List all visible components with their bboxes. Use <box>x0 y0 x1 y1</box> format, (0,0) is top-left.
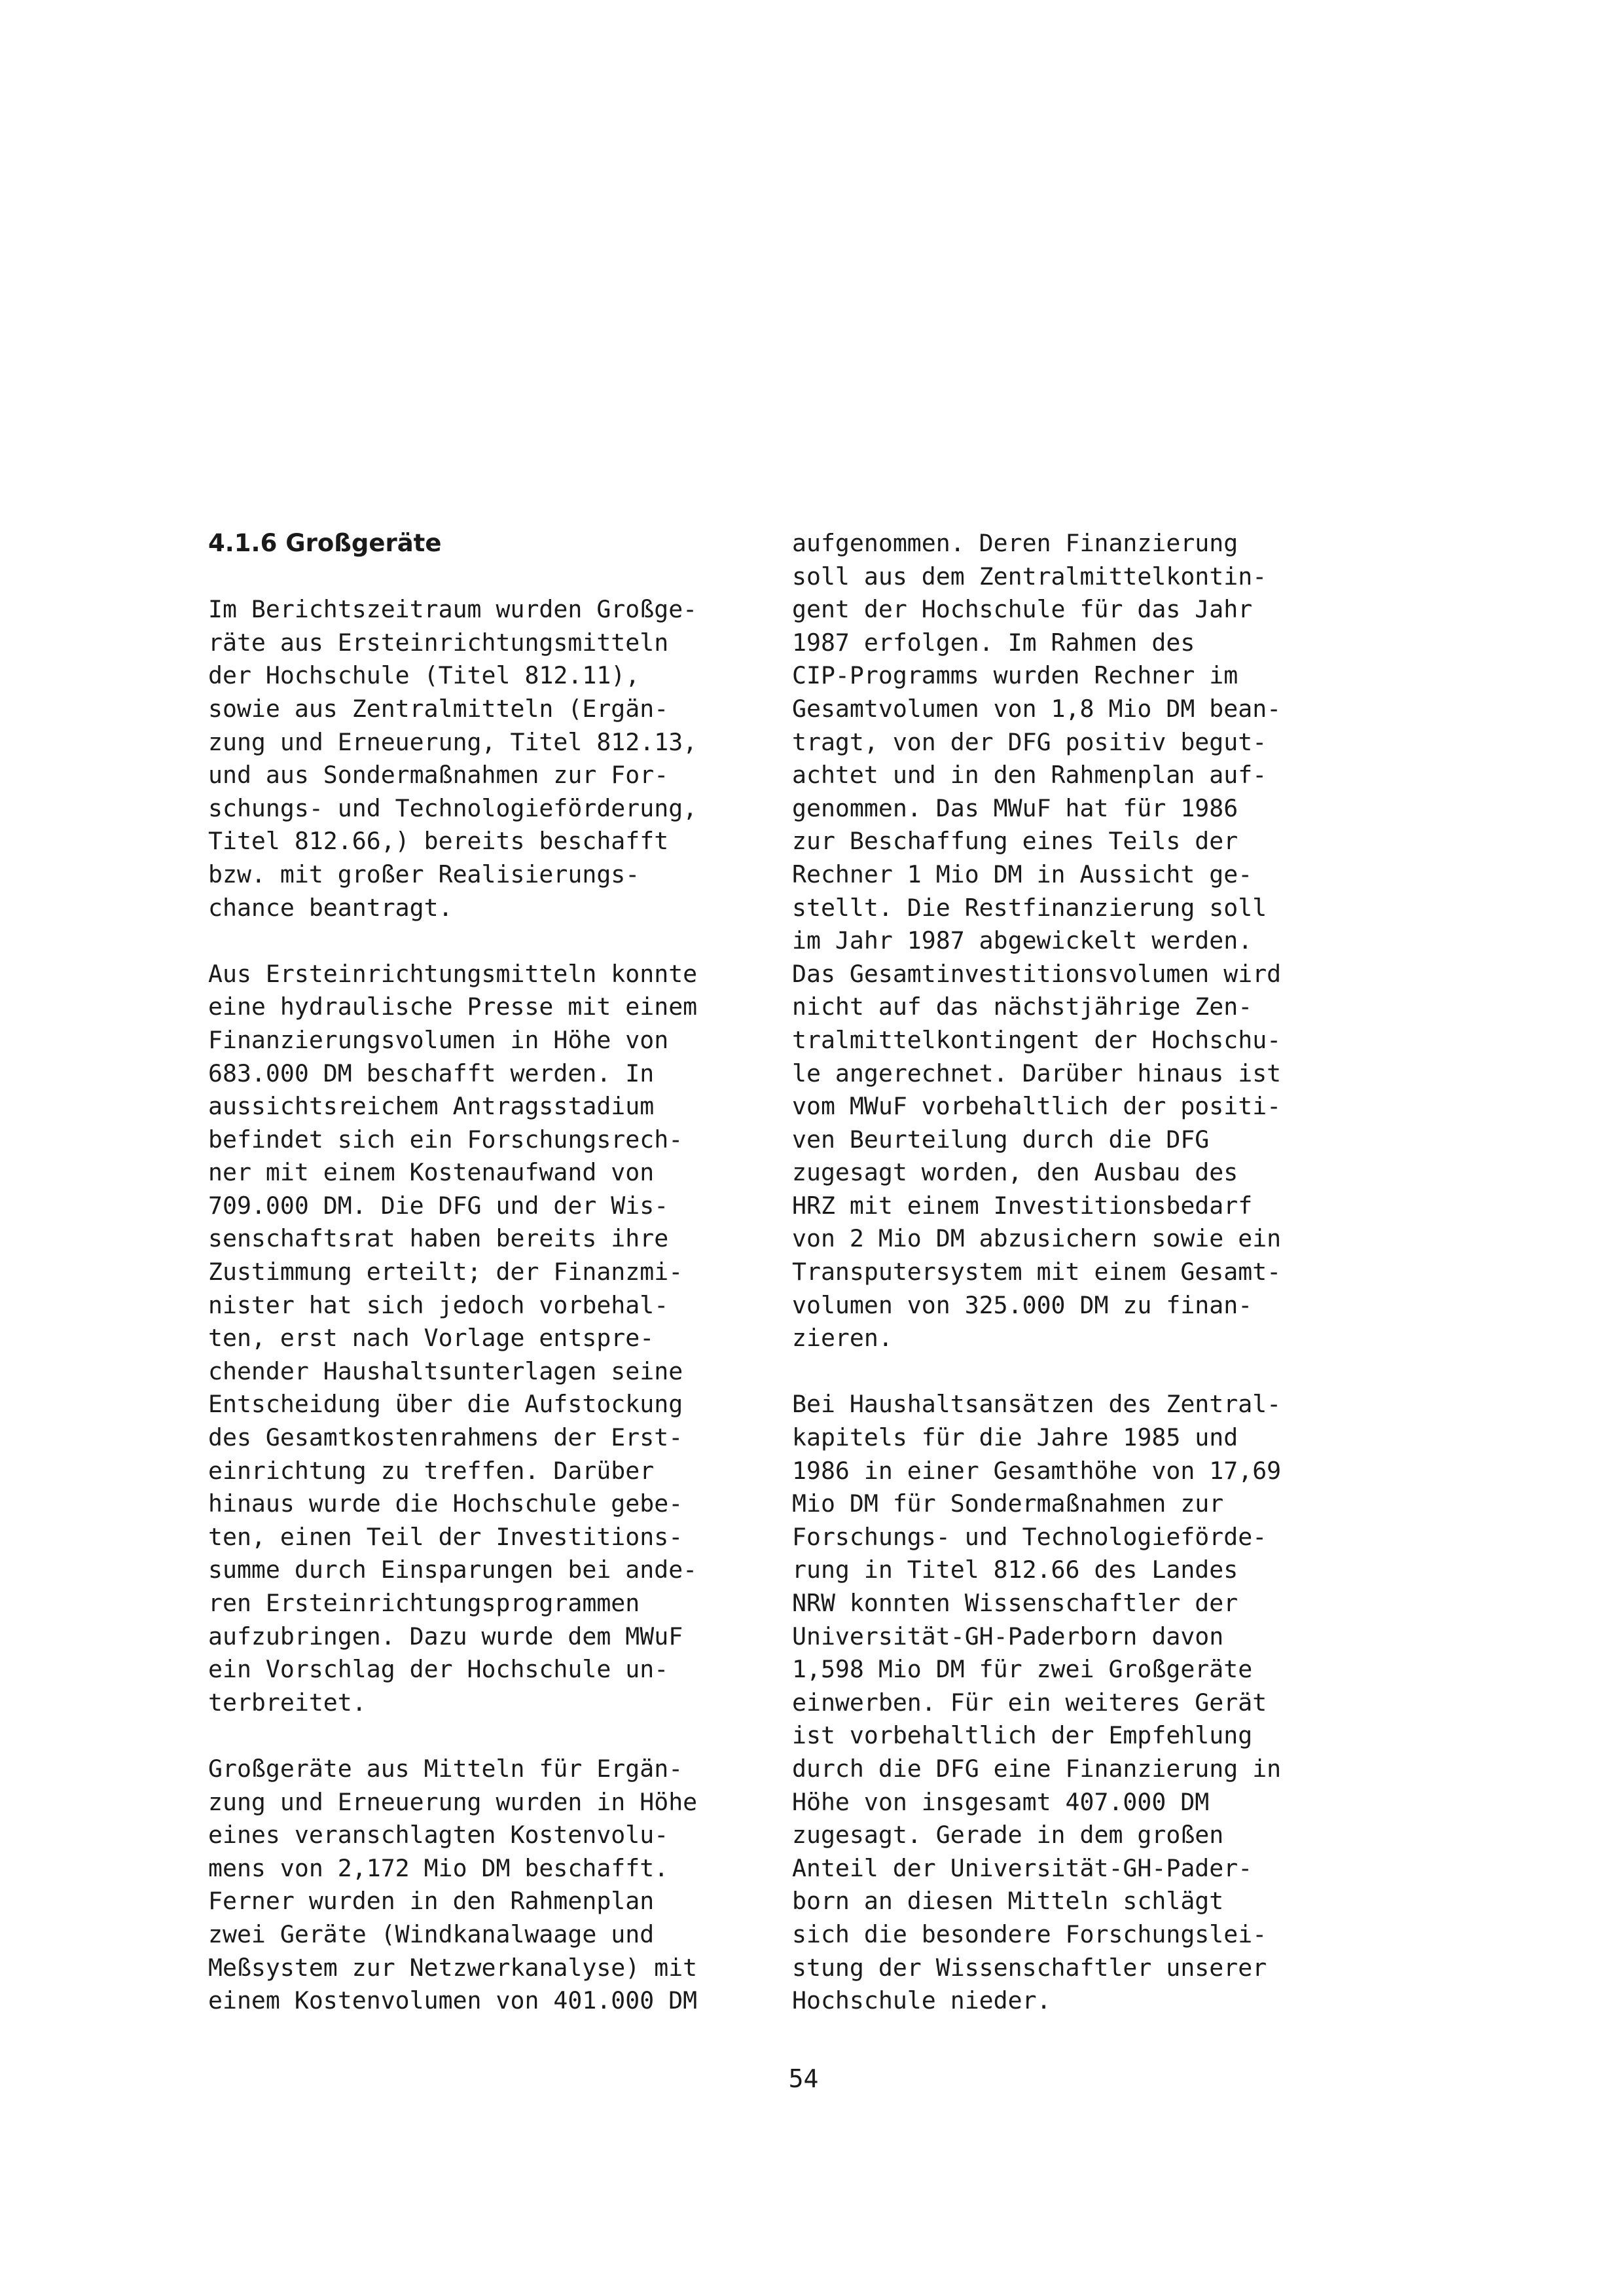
text-line: chance beantragt. <box>208 893 453 922</box>
text-line: Mio DM für Sondermaßnahmen zur <box>792 1489 1224 1518</box>
text-line: vom MWuF vorbehaltlich der positi- <box>792 1092 1282 1121</box>
text-line: bzw. mit großer Realisierungs- <box>208 860 640 888</box>
right-paragraphs <box>792 527 1368 2018</box>
text-line: von 2 Mio DM abzusichern sowie ein <box>792 1224 1282 1253</box>
text-line: zung und Erneuerung wurden in Höhe <box>208 1787 698 1816</box>
text-line: 1,598 Mio DM für zwei Großgeräte <box>792 1655 1253 1684</box>
text-line: NRW konnten Wissenschaftler der <box>792 1589 1238 1617</box>
text-line: einwerben. Für ein weiteres Gerät <box>792 1688 1267 1717</box>
text-line: summe durch Einsparungen bei ande- <box>208 1556 698 1584</box>
text-line: genommen. Das MWuF hat für 1986 <box>792 793 1238 822</box>
text-line: volumen von 325.000 DM zu finan- <box>792 1290 1253 1319</box>
text-line: ein Vorschlag der Hochschule un- <box>208 1655 669 1684</box>
left-paragraphs <box>208 593 784 2018</box>
page-number: 54 <box>788 2064 819 2093</box>
text-line: Das Gesamtinvestitionsvolumen wird <box>792 959 1282 988</box>
text-line: Titel 812.66,) bereits beschafft <box>208 827 669 856</box>
text-line: Rechner 1 Mio DM in Aussicht ge- <box>792 860 1253 888</box>
paragraph-gap <box>792 1355 1368 1389</box>
text-line: zung und Erneuerung, Titel 812.13, <box>208 727 698 756</box>
text-line: stung der Wissenschaftler unserer <box>792 1953 1267 1982</box>
text-line: nister hat sich jedoch vorbehal- <box>208 1290 669 1319</box>
right-column <box>792 527 1368 2018</box>
text-line: Hochschule nieder. <box>792 1986 1051 2015</box>
text-line: Entscheidung über die Aufstockung <box>208 1390 683 1419</box>
text-line: zwei Geräte (Windkanalwaage und <box>208 1920 655 1948</box>
text-line: im Jahr 1987 abgewickelt werden. <box>792 926 1253 955</box>
text-line: hinaus wurde die Hochschule gebe- <box>208 1489 683 1518</box>
paragraph <box>208 958 784 1720</box>
text-line: 1987 erfolgen. Im Rahmen des <box>792 628 1195 657</box>
paragraph-gap <box>208 560 784 594</box>
text-line: mens von 2,172 Mio DM beschafft. <box>208 1853 669 1882</box>
paragraph <box>208 1753 784 2018</box>
text-line: Forschungs- und Technologieförde- <box>792 1522 1267 1551</box>
text-line: Im Berichtszeitraum wurden Großge- <box>208 595 698 624</box>
text-line: tragt, von der DFG positiv begut- <box>792 727 1267 756</box>
text-line: befindet sich ein Forschungsrech- <box>208 1125 683 1154</box>
text-line: ven Beurteilung durch die DFG <box>792 1125 1210 1154</box>
text-line: rung in Titel 812.66 des Landes <box>792 1556 1238 1584</box>
text-line: senschaftsrat haben bereits ihre <box>208 1224 669 1253</box>
text-line: 1986 in einer Gesamthöhe von 17,69 <box>792 1456 1282 1485</box>
text-line: aufgenommen. Deren Finanzierung <box>792 529 1238 557</box>
text-line: ten, einen Teil der Investitions- <box>208 1522 683 1551</box>
text-line: zugesagt. Gerade in dem großen <box>792 1821 1224 1850</box>
text-line: CIP-Programms wurden Rechner im <box>792 661 1238 690</box>
text-line: räte aus Ersteinrichtungsmitteln <box>208 628 669 657</box>
text-line: ten, erst nach Vorlage entspre- <box>208 1324 655 1353</box>
text-line: le angerechnet. Darüber hinaus ist <box>792 1059 1282 1087</box>
text-line: zugesagt worden, den Ausbau des <box>792 1158 1238 1187</box>
text-line: chender Haushaltsunterlagen seine <box>208 1357 683 1385</box>
paragraph-gap <box>208 924 784 958</box>
paragraph <box>208 593 784 924</box>
text-line: sich die besondere Forschungslei- <box>792 1920 1267 1948</box>
left-column <box>208 527 784 2018</box>
text-line: aufzubringen. Dazu wurde dem MWuF <box>208 1622 683 1650</box>
text-line: Großgeräte aus Mitteln für Ergän- <box>208 1754 683 1783</box>
text-line: Aus Ersteinrichtungsmitteln konnte <box>208 959 698 988</box>
text-line: 709.000 DM. Die DFG und der Wis- <box>208 1191 669 1220</box>
text-line: Zustimmung erteilt; der Finanzmi- <box>208 1258 683 1286</box>
text-line: ner mit einem Kostenaufwand von <box>208 1158 655 1187</box>
text-line: terbreitet. <box>208 1688 367 1717</box>
text-line: zieren. <box>792 1324 893 1353</box>
text-line: achtet und in den Rahmenplan auf- <box>792 761 1267 790</box>
text-line: aussichtsreichem Antragsstadium <box>208 1092 655 1121</box>
text-line: Höhe von insgesamt 407.000 DM <box>792 1787 1210 1816</box>
text-line: Meßsystem zur Netzwerkanalyse) mit <box>208 1953 698 1982</box>
text-line: ren Ersteinrichtungsprogrammen <box>208 1589 640 1617</box>
text-line: Anteil der Universität-GH-Pader- <box>792 1853 1253 1882</box>
text-line: Gesamtvolumen von 1,8 Mio DM bean- <box>792 694 1282 723</box>
text-line: des Gesamtkostenrahmens der Erst- <box>208 1423 683 1452</box>
text-line: einem Kostenvolumen von 401.000 DM <box>208 1986 698 2015</box>
text-line: 683.000 DM beschafft werden. In <box>208 1059 655 1087</box>
text-line: kapitels für die Jahre 1985 und <box>792 1423 1238 1452</box>
text-line: HRZ mit einem Investitionsbedarf <box>792 1191 1253 1220</box>
text-line: Bei Haushaltsansätzen des Zentral- <box>792 1390 1282 1419</box>
text-line: tralmittelkontingent der Hochschu- <box>792 1025 1282 1054</box>
text-line: schungs- und Technologieförderung, <box>208 793 698 822</box>
paragraph <box>792 527 1368 1355</box>
text-line: ist vorbehaltlich der Empfehlung <box>792 1721 1253 1750</box>
text-line: Finanzierungsvolumen in Höhe von <box>208 1025 669 1054</box>
text-line: durch die DFG eine Finanzierung in <box>792 1754 1282 1783</box>
text-line: und aus Sondermaßnahmen zur For- <box>208 761 669 790</box>
text-line: born an diesen Mitteln schlägt <box>792 1887 1224 1916</box>
text-line: eines veranschlagten Kostenvolu- <box>208 1821 669 1850</box>
text-line: stellt. Die Restfinanzierung soll <box>792 893 1267 922</box>
section-heading: 4.1.6 Großgeräte <box>208 529 442 557</box>
text-line: einrichtung zu treffen. Darüber <box>208 1456 655 1485</box>
text-line: sowie aus Zentralmitteln (Ergän- <box>208 694 669 723</box>
text-line: eine hydraulische Presse mit einem <box>208 993 698 1021</box>
text-line: nicht auf das nächstjährige Zen- <box>792 993 1253 1021</box>
text-line: gent der Hochschule für das Jahr <box>792 595 1253 624</box>
text-line: Transputersystem mit einem Gesamt- <box>792 1258 1282 1286</box>
text-line: der Hochschule (Titel 812.11), <box>208 661 640 690</box>
text-line: zur Beschaffung eines Teils der <box>792 827 1238 856</box>
paragraph <box>792 1388 1368 2017</box>
text-line: Universität-GH-Paderborn davon <box>792 1622 1224 1650</box>
paragraph-gap <box>208 1719 784 1753</box>
text-line: soll aus dem Zentralmittelkontin- <box>792 562 1267 591</box>
text-line: Ferner wurden in den Rahmenplan <box>208 1887 655 1916</box>
